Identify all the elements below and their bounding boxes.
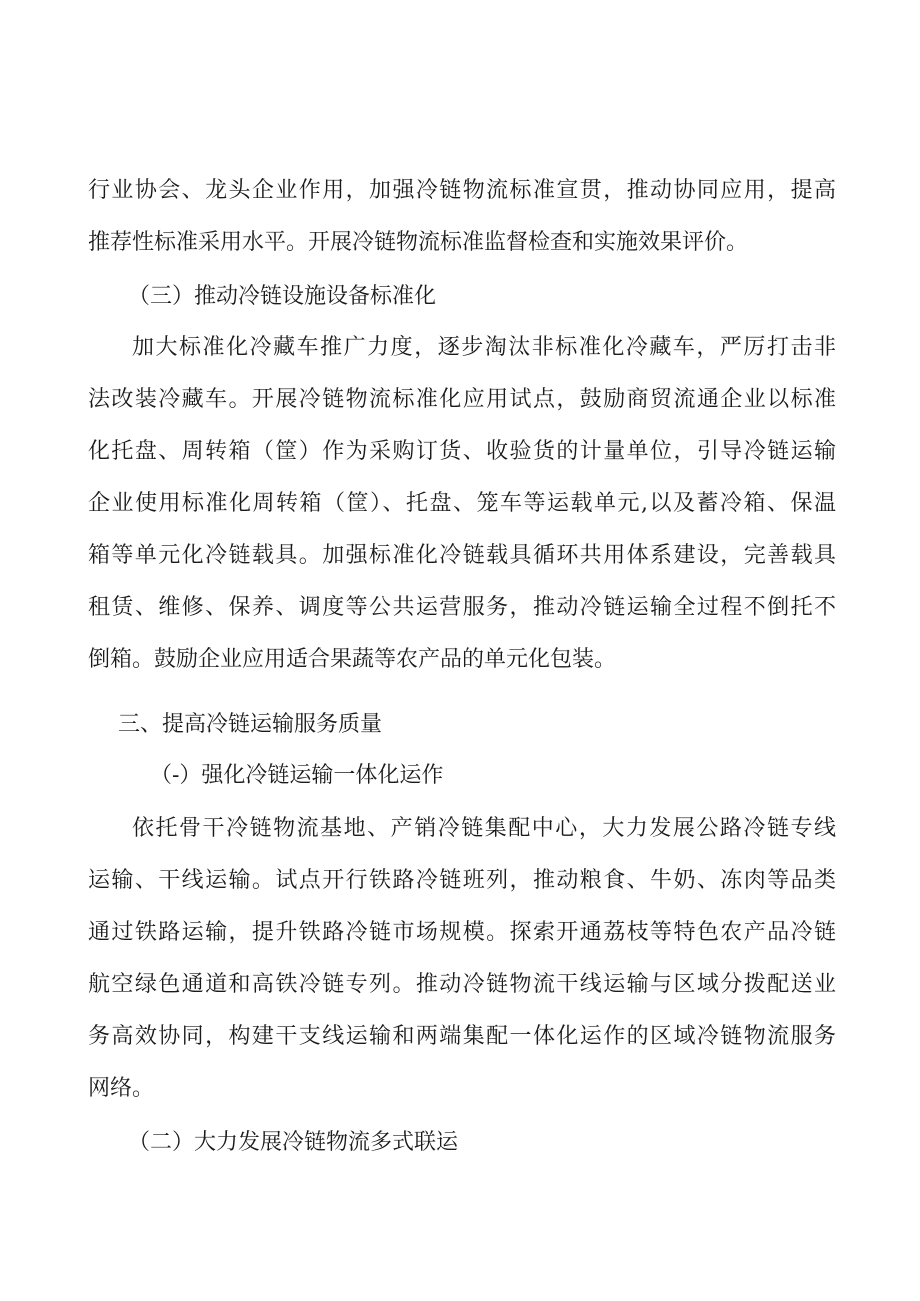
subsection-heading: （三）推动冷链设施设备标准化 (128, 284, 437, 309)
paragraph-line: 化托盘、周转箱（筐）作为采购订货、收验货的计量单位，引导冷链运输 (88, 439, 836, 464)
paragraph-line: 行业协会、龙头企业作用，加强冷链物流标准宣贯，推动协同应用，提高 (88, 178, 836, 203)
paragraph-line: 法改装冷藏车。开展冷链物流标准化应用试点，鼓励商贸流通企业以标准 (88, 387, 836, 412)
paragraph-line: 通过铁路运输，提升铁路冷链市场规模。探索开通荔枝等特色农产品冷链 (88, 920, 836, 945)
paragraph-line: 网络。 (88, 1076, 155, 1101)
subsection-heading: （二）大力发展冷链物流多式联运 (128, 1130, 459, 1155)
paragraph-line: 航空绿色通道和高铁冷链专列。推动冷链物流干线运输与区域分拨配送业 (88, 972, 836, 997)
paragraph-line: 租赁、维修、保养、调度等公共运营服务，推动冷链运输全过程不倒托不 (88, 595, 836, 620)
paragraph-line: 企业使用标准化周转箱（筐）、托盘、笼车等运载单元,以及蓄冷箱、保温 (88, 491, 836, 516)
section-title: 三、提高冷链运输服务质量 (118, 712, 383, 737)
paragraph-line: 运输、干线运输。试点开行铁路冷链班列，推动粮食、牛奶、冻肉等品类 (88, 868, 836, 893)
paragraph-line: 依托骨干冷链物流基地、产销冷链集配中心，大力发展公路冷链专线 (132, 816, 836, 841)
paragraph-line: 务高效协同，构建干支线运输和两端集配一体化运作的区域冷链物流服务 (88, 1024, 836, 1049)
paragraph-line: 加大标准化冷藏车推广力度，逐步淘汰非标准化冷藏车，严厉打击非 (132, 335, 836, 360)
paragraph-line: 推荐性标准采用水平。开展冷链物流标准监督检查和实施效果评价。 (88, 230, 749, 255)
paragraph-line: 倒箱。鼓励企业应用适合果蔬等农产品的单元化包装。 (88, 647, 617, 672)
paragraph-line: 箱等单元化冷链载具。加强标准化冷链载具循环共用体系建设，完善载具 (88, 543, 836, 568)
subsection-heading: （-）强化冷链运输一体化运作 (150, 763, 444, 788)
